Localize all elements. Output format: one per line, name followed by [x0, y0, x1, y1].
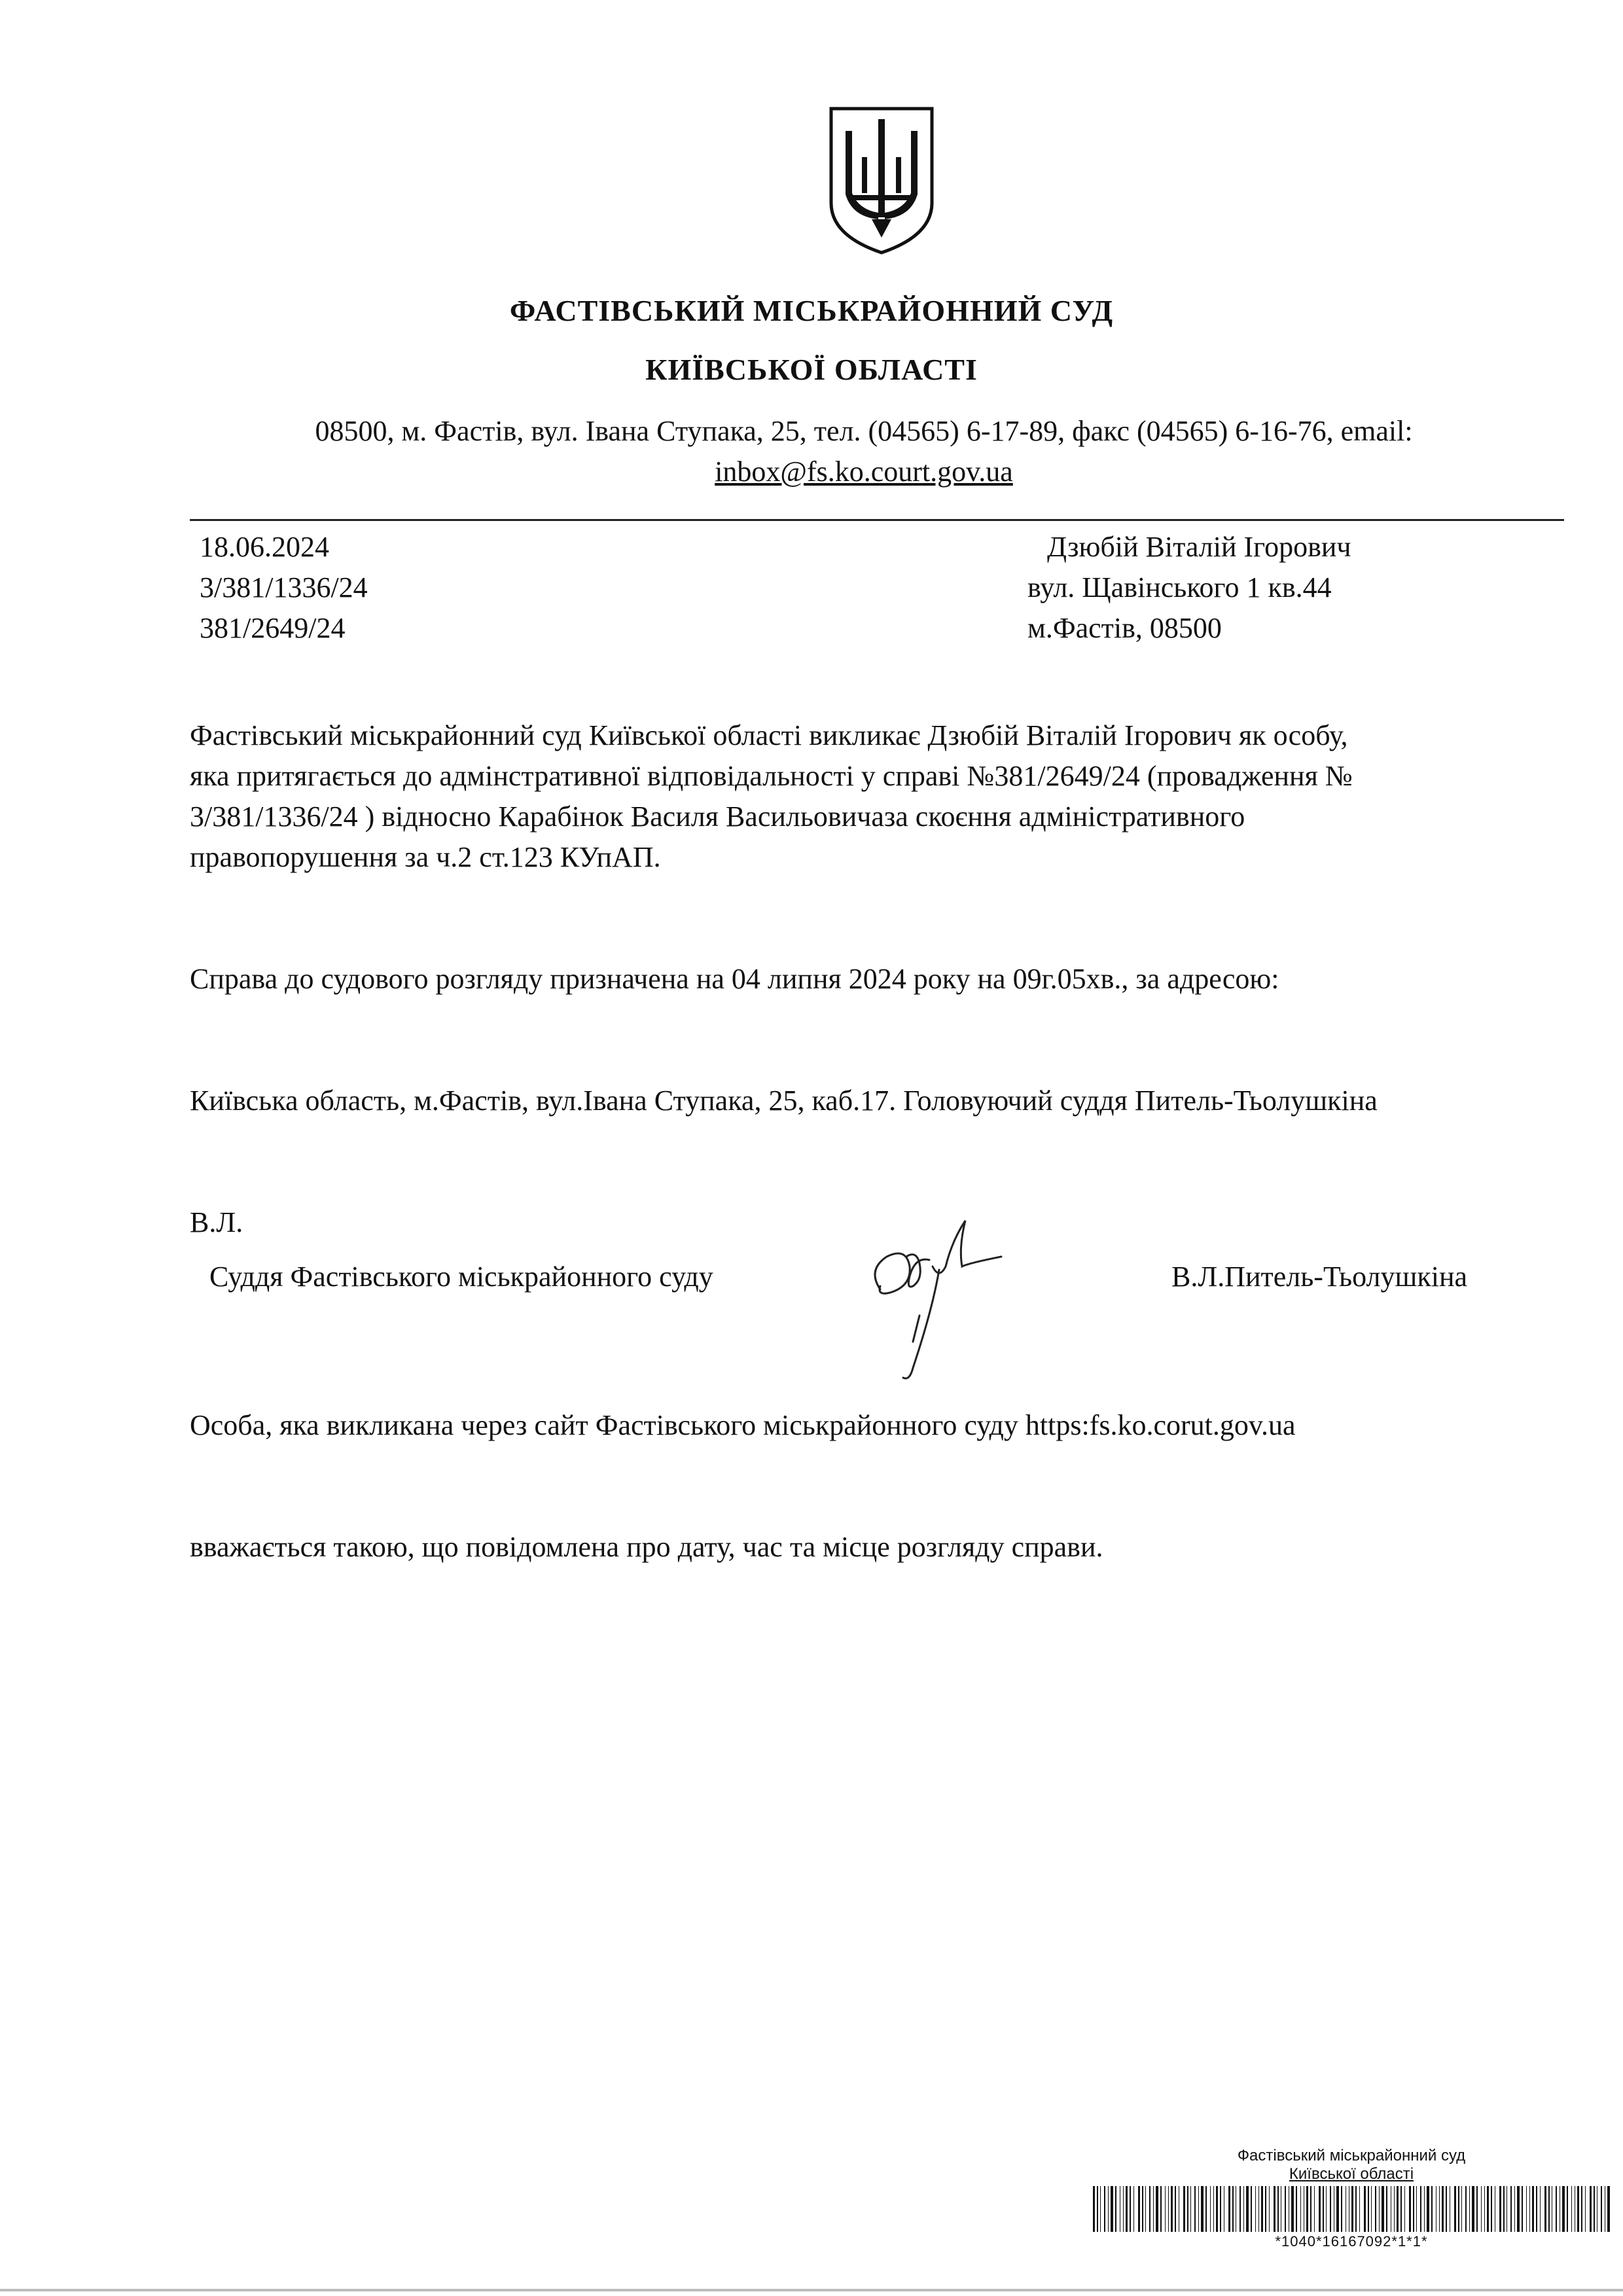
barcode-bar	[1274, 2186, 1275, 2232]
barcode-bar	[1562, 2186, 1565, 2232]
judge-title: Суддя Фастівського міськрайонного суду	[209, 1261, 713, 1293]
barcode-bar	[1330, 2186, 1331, 2232]
body-line: Особа, яка викликана через сайт Фастівського міськрайонного суду https:fs.ko.corut.gov.ua	[190, 1409, 1296, 1441]
barcode-bar	[1442, 2186, 1444, 2232]
barcode-bar	[1296, 2186, 1297, 2232]
barcode-bar	[1228, 2186, 1230, 2232]
barcode-bar	[1585, 2186, 1586, 2232]
body-line: В.Л.	[190, 1206, 243, 1238]
barcode-bar	[1544, 2186, 1546, 2232]
recipient-city: м.Фастів, 08500	[1027, 612, 1222, 644]
barcode-bar	[1484, 2186, 1485, 2232]
barcode-icon	[1093, 2186, 1610, 2232]
barcode-bar	[1115, 2186, 1116, 2232]
barcode-bar	[1285, 2186, 1286, 2232]
barcode-bar	[1100, 2186, 1101, 2232]
barcode-bar	[1481, 2186, 1482, 2232]
barcode-bar	[1156, 2186, 1158, 2232]
barcode-bar	[1246, 2186, 1249, 2232]
barcode-bar	[1319, 2186, 1321, 2232]
barcode-bar	[1277, 2186, 1279, 2232]
barcode-bar	[1314, 2186, 1315, 2232]
outgoing-number: 3/381/1336/24	[200, 571, 368, 603]
barcode-bar	[1336, 2186, 1339, 2232]
barcode-bar	[1123, 2186, 1124, 2232]
barcode-bar	[1261, 2186, 1263, 2232]
barcode-bar	[1149, 2186, 1150, 2232]
barcode-bar	[1427, 2186, 1429, 2232]
barcode-bar	[1458, 2186, 1459, 2232]
body-line: Справа до судового розгляду призначена на 04 липня 2024 року на 09г.05хв., за адресою:	[190, 963, 1279, 995]
body-line: яка притягається до адмінстративної відповідальності у справі №381/2649/24 (провадження №	[190, 760, 1353, 792]
barcode-bar	[1243, 2186, 1244, 2232]
barcode-bar	[1201, 2186, 1204, 2232]
barcode-bar	[1420, 2186, 1421, 2232]
barcode-bar	[1269, 2186, 1270, 2232]
barcode-bar	[1142, 2186, 1143, 2232]
barcode-bar	[1379, 2186, 1380, 2232]
barcode-bar	[1540, 2186, 1541, 2232]
barcode-bar	[1409, 2186, 1411, 2232]
barcode-bar	[1386, 2186, 1387, 2232]
barcode-bar	[1526, 2186, 1527, 2232]
barcode-bar	[1258, 2186, 1259, 2232]
barcode-bar	[1364, 2186, 1366, 2232]
barcode-bar	[1577, 2186, 1579, 2232]
barcode-bar	[1220, 2186, 1221, 2232]
barcode-bar	[1601, 2186, 1602, 2232]
body-line: 3/381/1336/24 ) відносно Карабінок Василя Васильовичаза скоєння адміністративного	[190, 800, 1245, 833]
barcode-bar	[1133, 2186, 1134, 2232]
barcode-bar	[1165, 2186, 1166, 2232]
barcode-bar	[1306, 2186, 1308, 2232]
barcode-bar	[1487, 2186, 1489, 2232]
barcode-bar	[1476, 2186, 1478, 2232]
barcode-bar	[1300, 2186, 1301, 2232]
stamp-region: Київської області	[1289, 2165, 1414, 2183]
barcode-bar	[1310, 2186, 1311, 2232]
barcode-bar	[1404, 2186, 1405, 2232]
barcode-bar	[1323, 2186, 1324, 2232]
barcode-bar	[1375, 2186, 1376, 2232]
body-line: правопорушення за ч.2 ст.123 КУпАП.	[190, 841, 661, 873]
barcode-bar	[1326, 2186, 1327, 2232]
document-date: 18.06.2024	[200, 531, 329, 563]
barcode-bar	[1232, 2186, 1234, 2232]
barcode-bar	[1216, 2186, 1218, 2232]
barcode-bar	[1291, 2186, 1294, 2232]
barcode-bar	[1382, 2186, 1384, 2232]
barcode-bar	[1171, 2186, 1173, 2232]
barcode-bar	[1400, 2186, 1402, 2232]
barcode-number: *1040*16167092*1*1*	[1275, 2233, 1428, 2250]
barcode-bar	[1503, 2186, 1505, 2232]
barcode-bar	[1491, 2186, 1492, 2232]
barcode-bar	[1371, 2186, 1372, 2232]
barcode-bar	[1514, 2186, 1515, 2232]
letter-body	[190, 715, 1623, 1649]
barcode-bar	[1397, 2186, 1399, 2232]
barcode-bar	[1394, 2186, 1395, 2232]
barcode-bar	[1153, 2186, 1154, 2232]
barcode-bar	[1168, 2186, 1169, 2232]
barcode-bar	[1461, 2186, 1462, 2232]
barcode-bar	[1454, 2186, 1456, 2232]
document-meta	[200, 527, 368, 649]
barcode-bar	[1581, 2186, 1582, 2232]
recipient-street: вул. Щавінського 1 кв.44	[1027, 571, 1332, 603]
barcode-bar	[1469, 2186, 1470, 2232]
barcode-bar	[1104, 2186, 1105, 2232]
barcode-bar	[1198, 2186, 1199, 2232]
scan-edge-line	[0, 2289, 1623, 2291]
coat-of-arms-icon	[826, 105, 937, 255]
judge-name: В.Л.Питель-Тьолушкіна	[1171, 1261, 1468, 1293]
barcode-bar	[1190, 2186, 1191, 2232]
barcode-bar	[1594, 2186, 1595, 2232]
barcode-bar	[1126, 2186, 1128, 2232]
handwritten-signature-icon	[861, 1217, 1011, 1394]
barcode-bar	[1183, 2186, 1185, 2232]
header-divider	[190, 519, 1564, 521]
barcode-bar	[1536, 2186, 1537, 2232]
barcode-bar	[1413, 2186, 1414, 2232]
barcode-bar	[1571, 2186, 1572, 2232]
recipient-name: Дзюбій Віталій Ігорович	[1047, 531, 1351, 563]
barcode-bar	[1187, 2186, 1188, 2232]
email-link[interactable]: inbox@fs.ko.court.gov.ua	[715, 456, 1013, 488]
barcode-bar	[1465, 2186, 1467, 2232]
barcode-bar	[1510, 2186, 1512, 2232]
barcode-bar	[1517, 2186, 1520, 2232]
court-name-line2: КИЇВСЬКОЇ ОБЛАСТІ	[645, 353, 978, 386]
barcode-bar	[1210, 2186, 1211, 2232]
barcode-bar	[1097, 2186, 1098, 2232]
case-number: 381/2649/24	[200, 612, 346, 644]
barcode-bar	[1355, 2186, 1357, 2232]
barcode-bar	[1205, 2186, 1207, 2232]
body-line: Фастівський міськрайонний суд Київської області викликає Дзюбій Віталій Ігорович як особу,	[190, 719, 1348, 751]
barcode-bar	[1240, 2186, 1241, 2232]
barcode-bar	[1111, 2186, 1113, 2232]
barcode-bar	[1108, 2186, 1109, 2232]
barcode-bar	[1359, 2186, 1360, 2232]
barcode-bar	[1446, 2186, 1447, 2232]
barcode-bar	[1368, 2186, 1369, 2232]
address-text: 08500, м. Фастів, вул. Івана Ступака, 25, тел. (04565) 6-17-89, факс (04565) 6-16-76, email:	[315, 415, 1413, 447]
barcode-bar	[1251, 2186, 1252, 2232]
barcode-bar	[1532, 2186, 1534, 2232]
barcode-bar	[1341, 2186, 1342, 2232]
paragraph-summons	[190, 715, 1623, 878]
court-address	[223, 411, 1505, 492]
barcode-bar	[1255, 2186, 1256, 2232]
barcode-bar	[1472, 2186, 1474, 2232]
barcode-bar	[1567, 2186, 1568, 2232]
barcode-bar	[1213, 2186, 1214, 2232]
barcode-bar	[1416, 2186, 1417, 2232]
barcode-bar	[1431, 2186, 1433, 2232]
barcode-bar	[1160, 2186, 1162, 2232]
body-line: вважається такою, що повідомлена про дату, час та місце розгляду справи.	[190, 1531, 1103, 1563]
court-name-line1: ФАСТІВСЬКИЙ МІСЬКРАЙОННИЙ СУД	[509, 294, 1114, 327]
barcode-bar	[1138, 2186, 1140, 2232]
barcode-bar	[1194, 2186, 1196, 2232]
barcode-bar	[1529, 2186, 1530, 2232]
barcode-bar	[1424, 2186, 1425, 2232]
barcode-bar	[1607, 2186, 1610, 2232]
barcode-bar	[1265, 2186, 1266, 2232]
body-line: Київська область, м.Фастів, вул.Івана Ступака, 25, каб.17. Головуючий суддя Питель-Тьолушкіна	[190, 1085, 1378, 1117]
barcode-bar	[1145, 2186, 1146, 2232]
registration-stamp	[1080, 2147, 1623, 2250]
barcode-bar	[1556, 2186, 1557, 2232]
barcode-bar	[1351, 2186, 1353, 2232]
recipient-block	[1027, 527, 1351, 649]
barcode-bar	[1548, 2186, 1550, 2232]
barcode-bar	[1175, 2186, 1176, 2232]
barcode-bar	[1093, 2186, 1095, 2232]
stamp-court-name: Фастівський міськрайонний суд	[1237, 2147, 1466, 2164]
barcode-bar	[1130, 2186, 1131, 2232]
barcode-bar	[1439, 2186, 1440, 2232]
barcode-bar	[1590, 2186, 1592, 2232]
barcode-bar	[1499, 2186, 1501, 2232]
barcode-bar	[1522, 2186, 1523, 2232]
